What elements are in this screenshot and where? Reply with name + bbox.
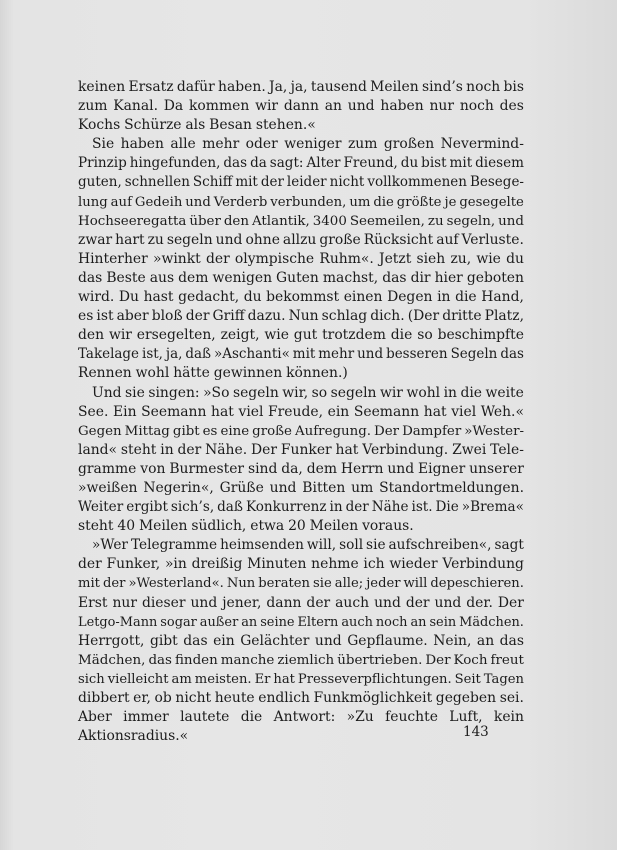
- text-line: guten, schnellen Schiff mit der leider nicht vollkommenen Besege-: [78, 174, 524, 191]
- text-line: Takelage ist, ja, daß »Aschanti« mit mehr und besseren Segeln das: [78, 346, 524, 363]
- text-line: Hochseeregatta über den Atlantik, 3400 Seemeilen, zu segeln, und: [78, 213, 524, 229]
- text-line: Kochs Schürze als Besan stehen.«: [78, 117, 316, 134]
- text-line: sich vielleicht am meisten. Er hat Presseverpflichtungen. Seit Tagen: [78, 671, 524, 687]
- text-line: Und sie singen: »So segeln wir, so segeln wir wohl in die weite: [92, 384, 524, 401]
- text-line: Weiter ergibt sich’s, daß Konkurrenz in der Nähe ist. Die »Brema«: [78, 499, 524, 516]
- body-text: [78, 78, 524, 746]
- text-line: den wir ersegelten, zeigt, wie gut trotzdem die so beschimpfte: [78, 327, 524, 344]
- text-line: das Beste aus dem wenigen Guten machst, das dir hier geboten: [78, 269, 524, 286]
- text-line: »weißen Negerin«, Grüße und Bitten um Standortmeldungen.: [78, 479, 524, 496]
- text-line: dibbert er, ob nicht heute endlich Funkmöglichkeit gegeben sei.: [78, 690, 524, 706]
- text-line: keinen Ersatz dafür haben. Ja, ja, tausend Meilen sind’s noch bis: [78, 79, 524, 95]
- text-line: Erst nur dieser und jener, dann der auch und der und der. Der: [78, 594, 524, 611]
- text-line: Aktionsradius.«: [78, 728, 189, 745]
- text-line: Mädchen, das finden manche ziemlich übertrieben. Der Koch freut: [78, 652, 524, 668]
- text-line: »Wer Telegramme heimsenden will, soll sie aufschreiben«, sagt: [92, 537, 524, 554]
- text-line: zum Kanal. Da kommen wir dann an und haben nur noch des: [78, 98, 524, 115]
- text-line: zwar hart zu segeln und ohne allzu große Rücksicht auf Verluste.: [78, 231, 524, 248]
- text-line: Herrgott, gibt das ein Gelächter und Gepflaume. Nein, an das: [78, 632, 524, 649]
- page-number: 143: [463, 724, 489, 740]
- text-line: der Funker, »in dreißig Minuten nehme ich wieder Verbindung: [78, 556, 524, 573]
- text-line: Prinzip hingefunden, das da sagt: Alter Freund, du bist mit diesem: [78, 155, 524, 172]
- text-line: Letgo-Mann sogar außer an seine Eltern auch noch an sein Mädchen.: [78, 614, 524, 630]
- text-line: gramme von Burmester sind da, dem Herrn und Eigner unserer: [78, 460, 524, 477]
- text-line: steht 40 Meilen südlich, etwa 20 Meilen voraus.: [78, 518, 414, 535]
- text-line: mit der »Westerland«. Nun beraten sie alle; jeder will depeschieren.: [78, 576, 524, 592]
- text-line: See. Ein Seemann hat viel Freude, ein Seemann hat viel Weh.«: [78, 403, 524, 420]
- text-line: es ist aber bloß der Griff dazu. Nun schlag dich. (Der dritte Platz,: [78, 308, 524, 325]
- text-line: lung auf Gedeih und Verderb verbunden, um die größte je gesegelte: [78, 194, 524, 210]
- text-line: Rennen wohl hätte gewinnen können.): [78, 365, 348, 382]
- text-line: Hinterher »winkt der olympische Ruhm«. Jetzt sieh zu, wie du: [78, 250, 524, 267]
- text-line: land« steht in der Nähe. Der Funker hat Verbindung. Zwei Tele-: [78, 441, 524, 458]
- text-line: Gegen Mittag gibt es eine große Aufregung. Der Dampfer »Wester-: [78, 423, 524, 439]
- text-line: Sie haben alle mehr oder weniger zum großen Nevermind-: [92, 136, 524, 153]
- text-line: Aber immer lautete die Antwort: »Zu feuchte Luft, kein: [78, 709, 524, 726]
- text-line: wird. Du hast gedacht, du bekommst einen Degen in die Hand,: [78, 289, 524, 306]
